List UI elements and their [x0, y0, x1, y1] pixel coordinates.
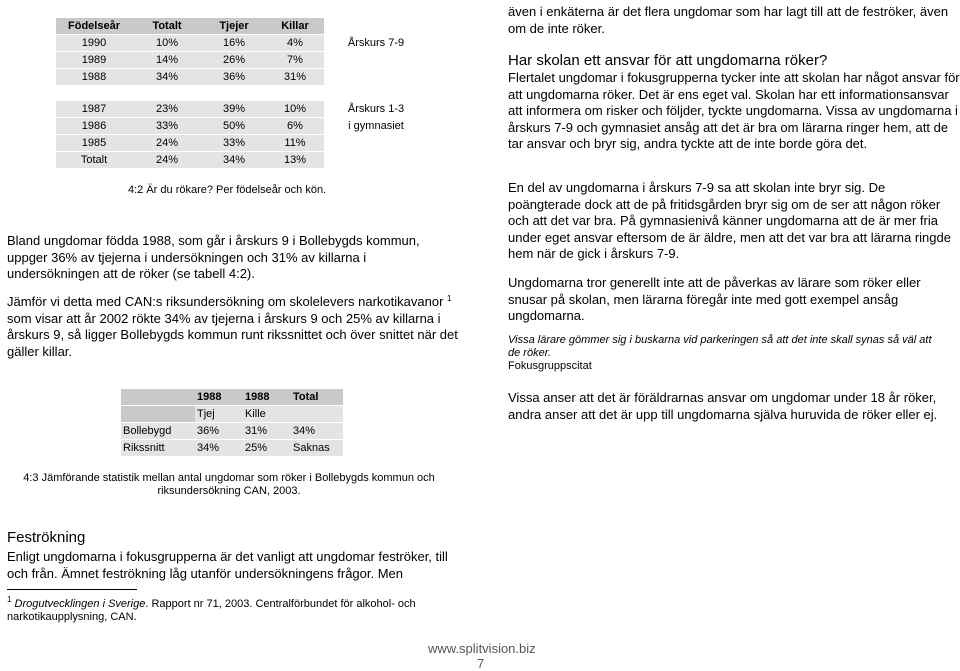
footer-url[interactable]: www.splitvision.biz [428, 641, 536, 656]
header-cell: Tjejer [202, 18, 266, 35]
body-paragraph: Vissa anser att det är föräldrarnas ansvar om ungdomar under 18 år röker, andra anser att det är upp till ungdomarna själva huruvida de röker eller ej. [508, 390, 938, 422]
footnote-title: Drogutvecklingen i Sverige [14, 598, 146, 610]
body-paragraph: Bland ungdomar födda 1988, som går i årskurs 9 i Bollebygds kommun, uppger 36% av tjejerna i undersökningen och 31% av killarna i undersökningen att de röker (se tabell 4:2). [7, 233, 420, 281]
header-cell: 1988 [243, 389, 291, 406]
table-row: 1988 34% 36% 31% [56, 69, 428, 86]
table-row: 1985 24% 33% 11% [56, 135, 428, 152]
table-header-row [56, 18, 428, 35]
table-subheader-row: Tjej Kille [121, 406, 343, 423]
table-row: 1987 23% 39% 10% Årskurs 1-3 [56, 101, 428, 118]
quote-source: Fokusgruppscitat [508, 360, 592, 372]
section-heading: Feströkning [7, 529, 86, 546]
table-header-row [121, 389, 343, 406]
table-row: Bollebygd 36% 31% 34% [121, 423, 343, 440]
focus-group-quote [508, 334, 938, 373]
body-paragraph: Flertalet ungdomar i fokusgrupperna tycker inte att skolan har något ansvar för att ungdomarna röker. Det är ens eget val. Skolan har ett informationsansvar att informera om risker och följder, tyckte ungdomarna. Vissa av ungdomarna i årskurs 7-9 och gymnasiet ansåg att det är bra om lärarna ringer hem, att de tar ansvar och bryr sig, andra tyckte att de inte borde göra det. [508, 70, 960, 151]
table-row: 1990 10% 16% 4% Årskurs 7-9 [56, 35, 428, 52]
footnote: $^1$ Drogutvecklingen i Sverige. Rapport nr 71, 2003. Centralförbundet för alkohol- och narkotikaupplysning, CAN. [7, 595, 416, 623]
header-cell: Total [291, 389, 343, 406]
row-group-note: Årskurs 1-3 [324, 101, 428, 118]
quote-text: Vissa lärare gömmer sig i buskarna vid parkeringen så att det inte skall synas så väl att de röker. [508, 334, 932, 359]
footnote-divider [7, 589, 137, 590]
body-paragraph: Jämför vi detta med CAN:s riksundersökning om skolelevers narkotikavanor $^1$ som visar att år 2002 rökte 34% av tjejerna i årskurs 9 och 25% av killarna i årskurs 9, så ligger Bollebygds kommun runt rikssnittet och över snittet när det gäller killar. [7, 294, 458, 359]
header-cell: Killar [266, 18, 324, 35]
body-paragraph: Ungdomarna tror generellt inte att de påverkas av lärare som röker eller snusar på skolan, men lärarna föregår inte med gott exempel ansåg ungdomarna. [508, 275, 921, 323]
header-cell: Totalt [132, 18, 202, 35]
body-paragraph: även i enkäterna är det flera ungdomar som har lagt till att de feströker, även om de inte röker. [508, 4, 949, 36]
table-caption: 4:2 Är du rökare? Per födelseår och kön. [128, 184, 327, 196]
table-caption: 4:3 Jämförande statistik mellan antal ungdomar som röker i Bollebygds kommun och riksundersökning CAN, 2003. [23, 472, 435, 497]
row-group-note: i gymnasiet [324, 118, 428, 135]
comparison-table [121, 389, 343, 457]
body-paragraph: En del av ungdomarna i årskurs 7-9 sa att skolan inte bryr sig. De poängterade dock att de på fritidsgården bryr sig om de ser att någon röker och att det var bra. På gymnasienivå känner ungdomarna att de är mer fria under eget ansvar eftersom de är äldre, men att det var bra att lärarna ringde hem när de gick i årskurs 7-9. [508, 180, 951, 261]
section-heading: Har skolan ett ansvar för att ungdomarna röker? [508, 52, 828, 69]
body-paragraph: Enligt ungdomarna i fokusgrupperna är det vanligt att ungdomar feströker, till och från. Ämnet feströkning låg utanför undersökningens frågor. Men [7, 549, 448, 581]
table-row: Rikssnitt 34% 25% Saknas [121, 440, 343, 457]
footnote-reference[interactable]: 1 [447, 294, 452, 303]
row-group-note: Årskurs 7-9 [324, 35, 428, 52]
table-row: Totalt 24% 34% 13% [56, 152, 428, 169]
smoking-by-birthyear-table [56, 18, 428, 169]
page-number: 7 [477, 656, 485, 671]
table-row: 1986 33% 50% 6% i gymnasiet [56, 118, 428, 135]
header-cell: 1988 [195, 389, 243, 406]
table-row: 1989 14% 26% 7% [56, 52, 428, 69]
header-cell: Födelseår [56, 18, 132, 35]
